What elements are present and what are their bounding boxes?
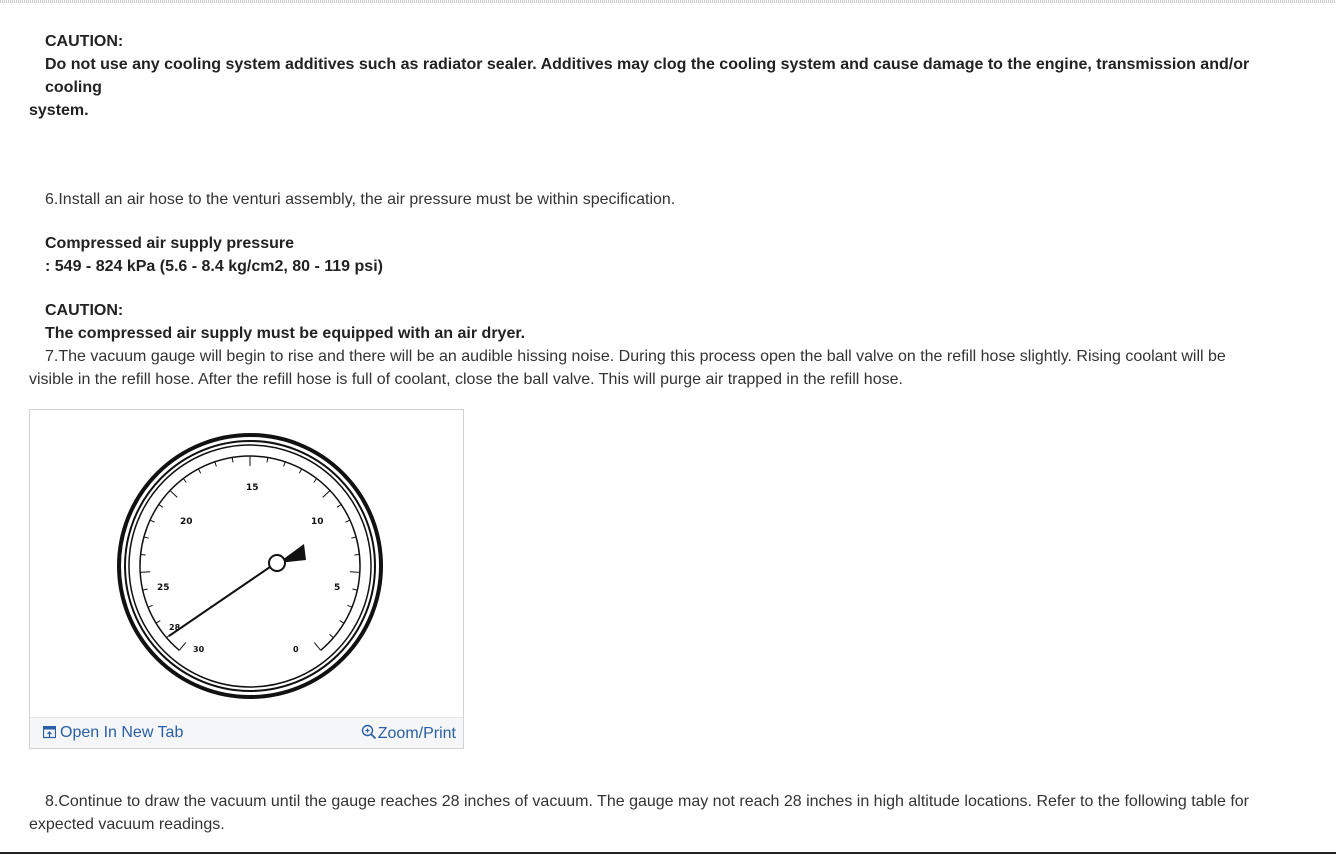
gauge-tick	[284, 462, 286, 467]
step-7-text-line2: visible in the refill hose. After the refill hose is full of coolant, close the ball valve. This will purge air trapped in the refill hose.	[29, 371, 903, 388]
gauge-label-10: 10	[311, 517, 324, 527]
document-body-continued	[29, 790, 1279, 836]
gauge-tick	[215, 462, 217, 467]
zoom-print-link[interactable]	[361, 724, 456, 743]
gauge-tick	[314, 479, 317, 483]
zoom-print-label: Zoom/Print	[377, 725, 456, 742]
gauge-tick	[354, 555, 359, 556]
caution-text-line2: system.	[29, 102, 89, 119]
gauge-tick	[232, 458, 233, 463]
caution-2-title: CAUTION:	[45, 302, 124, 319]
gauge-tick	[148, 605, 153, 607]
step-8-text-line2: expected vacuum readings.	[29, 816, 225, 833]
gauge-tick	[170, 491, 177, 498]
gauge-tick	[347, 605, 352, 607]
gauge-tick	[183, 479, 186, 483]
gauge-tick	[351, 537, 356, 538]
gauge-tick	[198, 469, 200, 473]
gauge-tick	[352, 589, 357, 590]
gauge-tick	[144, 537, 149, 538]
gauge-hub	[269, 555, 285, 571]
document-body	[29, 30, 1279, 391]
top-divider	[0, 0, 1336, 3]
figure-toolbar	[30, 717, 463, 748]
gauge-tick	[159, 505, 163, 508]
gauge-tick	[330, 634, 334, 637]
vacuum-gauge-illustration	[110, 426, 390, 706]
open-in-new-tab-icon	[43, 726, 56, 739]
gauge-tick	[156, 621, 160, 624]
gauge-label-25: 25	[157, 583, 170, 593]
gauge-tick	[337, 505, 341, 508]
gauge-tick	[299, 469, 301, 473]
bottom-divider	[0, 852, 1336, 854]
open-in-new-tab-link[interactable]	[43, 724, 183, 742]
gauge-tick	[323, 491, 330, 498]
caution-text-line1: Do not use any cooling system additives such as radiator sealer. Additives may clog the cooling system and cause damage to the engine, transmission and/or cooling	[45, 56, 1250, 96]
gauge-tick	[314, 643, 320, 651]
open-in-new-tab-label: Open In New Tab	[60, 724, 184, 741]
gauge-tick	[179, 643, 185, 651]
gauge-label-28: 28	[169, 623, 181, 632]
zoom-icon	[361, 724, 377, 740]
gauge-needle	[169, 567, 270, 636]
gauge-tick	[143, 589, 148, 590]
gauge-tick	[350, 572, 360, 573]
gauge-tick	[141, 555, 146, 556]
gauge-tick	[345, 520, 350, 522]
step-6-text: 6.Install an air hose to the venturi assembly, the air pressure must be within specification.	[45, 191, 676, 208]
gauge-tick	[150, 520, 155, 522]
caution-title: CAUTION:	[45, 33, 124, 50]
spec-value: : 549 - 824 kPa (5.6 - 8.4 kg/cm2, 80 - 119 psi)	[45, 258, 383, 275]
gauge-label-20: 20	[180, 517, 193, 527]
spec-label: Compressed air supply pressure	[45, 235, 294, 252]
gauge-label-5: 5	[334, 583, 341, 593]
step-7-text-line1: 7.The vacuum gauge will begin to rise and there will be an audible hissing noise. During this process open the ball valve on the refill hose slightly. Rising coolant will be	[45, 348, 1226, 365]
gauge-label-30: 30	[193, 645, 205, 654]
gauge-label-0: 0	[293, 645, 299, 654]
caution-2-text: The compressed air supply must be equipped with an air dryer.	[45, 325, 526, 342]
vacuum-gauge-figure	[29, 409, 464, 749]
gauge-tick	[340, 621, 344, 624]
gauge-tick	[267, 458, 268, 463]
gauge-tick	[140, 572, 150, 573]
gauge-label-15: 15	[246, 483, 259, 493]
step-8-text-line1: 8.Continue to draw the vacuum until the gauge reaches 28 inches of vacuum. The gauge may not reach 28 inches in high altitude locations. Refer to the following table for	[45, 793, 1249, 810]
